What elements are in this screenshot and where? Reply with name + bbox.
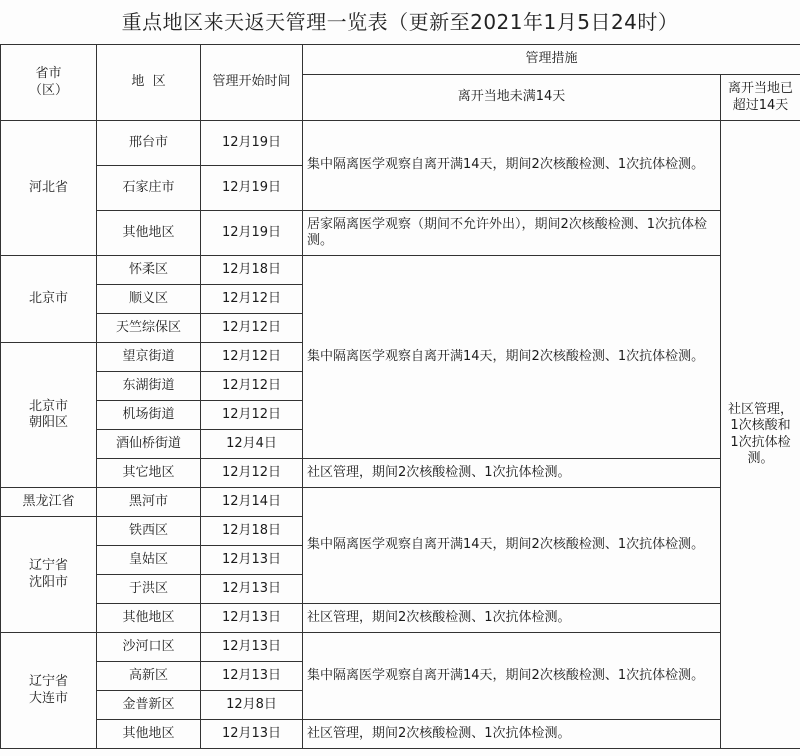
header-over-14-days: 离开当地已超过14天 [721,75,800,121]
area-cell: 皇姑区 [97,546,201,575]
measure-dalian-other: 社区管理，期间2次核酸检测、1次抗体检测。 [303,720,721,749]
measure-beijing-main: 集中隔离医学观察自离开满14天，期间2次核酸检测、1次抗体检测。 [303,256,721,459]
area-cell: 东湖街道 [97,372,201,401]
area-cell: 酒仙桥街道 [97,430,201,459]
area-cell: 天竺综保区 [97,314,201,343]
date-cell: 12月19日 [201,166,303,211]
date-cell: 12月12日 [201,285,303,314]
area-cell: 怀柔区 [97,256,201,285]
date-cell: 12月13日 [201,720,303,749]
measure-over-14-days: 社区管理，1次核酸和1次抗体检测。 [721,121,800,749]
date-cell: 12月18日 [201,256,303,285]
area-cell: 金普新区 [97,691,201,720]
measure-dalian-main: 集中隔离医学观察自离开满14天，期间2次核酸检测、1次抗体检测。 [303,633,721,720]
area-cell: 邢台市 [97,121,201,166]
date-cell: 12月18日 [201,517,303,546]
date-cell: 12月12日 [201,459,303,488]
measure-shenyang-main: 集中隔离医学观察自离开满14天，期间2次核酸检测、1次抗体检测。 [303,488,721,604]
date-cell: 12月13日 [201,546,303,575]
header-start-time: 管理开始时间 [201,45,303,121]
page-title: 重点地区来天返天管理一览表（更新至2021年1月5日24时） [121,10,679,34]
header-region-group: 省市 （区） [1,45,97,121]
area-cell: 望京街道 [97,343,201,372]
date-cell: 12月4日 [201,430,303,459]
region-beijing-chaoyang: 北京市 朝阳区 [1,343,97,488]
date-cell: 12月8日 [201,691,303,720]
date-cell: 12月12日 [201,372,303,401]
measure-shenyang-other: 社区管理，期间2次核酸检测、1次抗体检测。 [303,604,721,633]
date-cell: 12月13日 [201,662,303,691]
area-cell: 其他地区 [97,211,201,256]
area-cell: 高新区 [97,662,201,691]
date-cell: 12月13日 [201,633,303,662]
area-cell: 其它地区 [97,459,201,488]
date-cell: 12月13日 [201,604,303,633]
management-table [0,44,800,749]
area-cell: 机场街道 [97,401,201,430]
area-cell: 顺义区 [97,285,201,314]
header-measures: 管理措施 [303,45,800,75]
area-cell: 其他地区 [97,604,201,633]
date-cell: 12月13日 [201,575,303,604]
region-liaoning-dalian: 辽宁省 大连市 [1,633,97,749]
date-cell: 12月14日 [201,488,303,517]
area-cell: 铁西区 [97,517,201,546]
date-cell: 12月12日 [201,343,303,372]
date-cell: 12月12日 [201,314,303,343]
area-cell: 于洪区 [97,575,201,604]
measure-hebei-other: 居家隔离医学观察（期间不允许外出），期间2次核酸检测、1次抗体检测。 [303,211,721,256]
region-beijing: 北京市 [1,256,97,343]
date-cell: 12月19日 [201,121,303,166]
header-area: 地 区 [97,45,201,121]
area-cell: 沙河口区 [97,633,201,662]
area-cell: 黑河市 [97,488,201,517]
measure-chaoyang-other: 社区管理，期间2次核酸检测、1次抗体检测。 [303,459,721,488]
measure-hebei-main: 集中隔离医学观察自离开满14天，期间2次核酸检测、1次抗体检测。 [303,121,721,211]
region-heilongjiang: 黑龙江省 [1,488,97,517]
region-liaoning-shenyang: 辽宁省 沈阳市 [1,517,97,633]
area-cell: 石家庄市 [97,166,201,211]
header-within-14-days: 离开当地未满14天 [303,75,721,121]
date-cell: 12月12日 [201,401,303,430]
date-cell: 12月19日 [201,211,303,256]
region-hebei: 河北省 [1,121,97,256]
area-cell: 其他地区 [97,720,201,749]
